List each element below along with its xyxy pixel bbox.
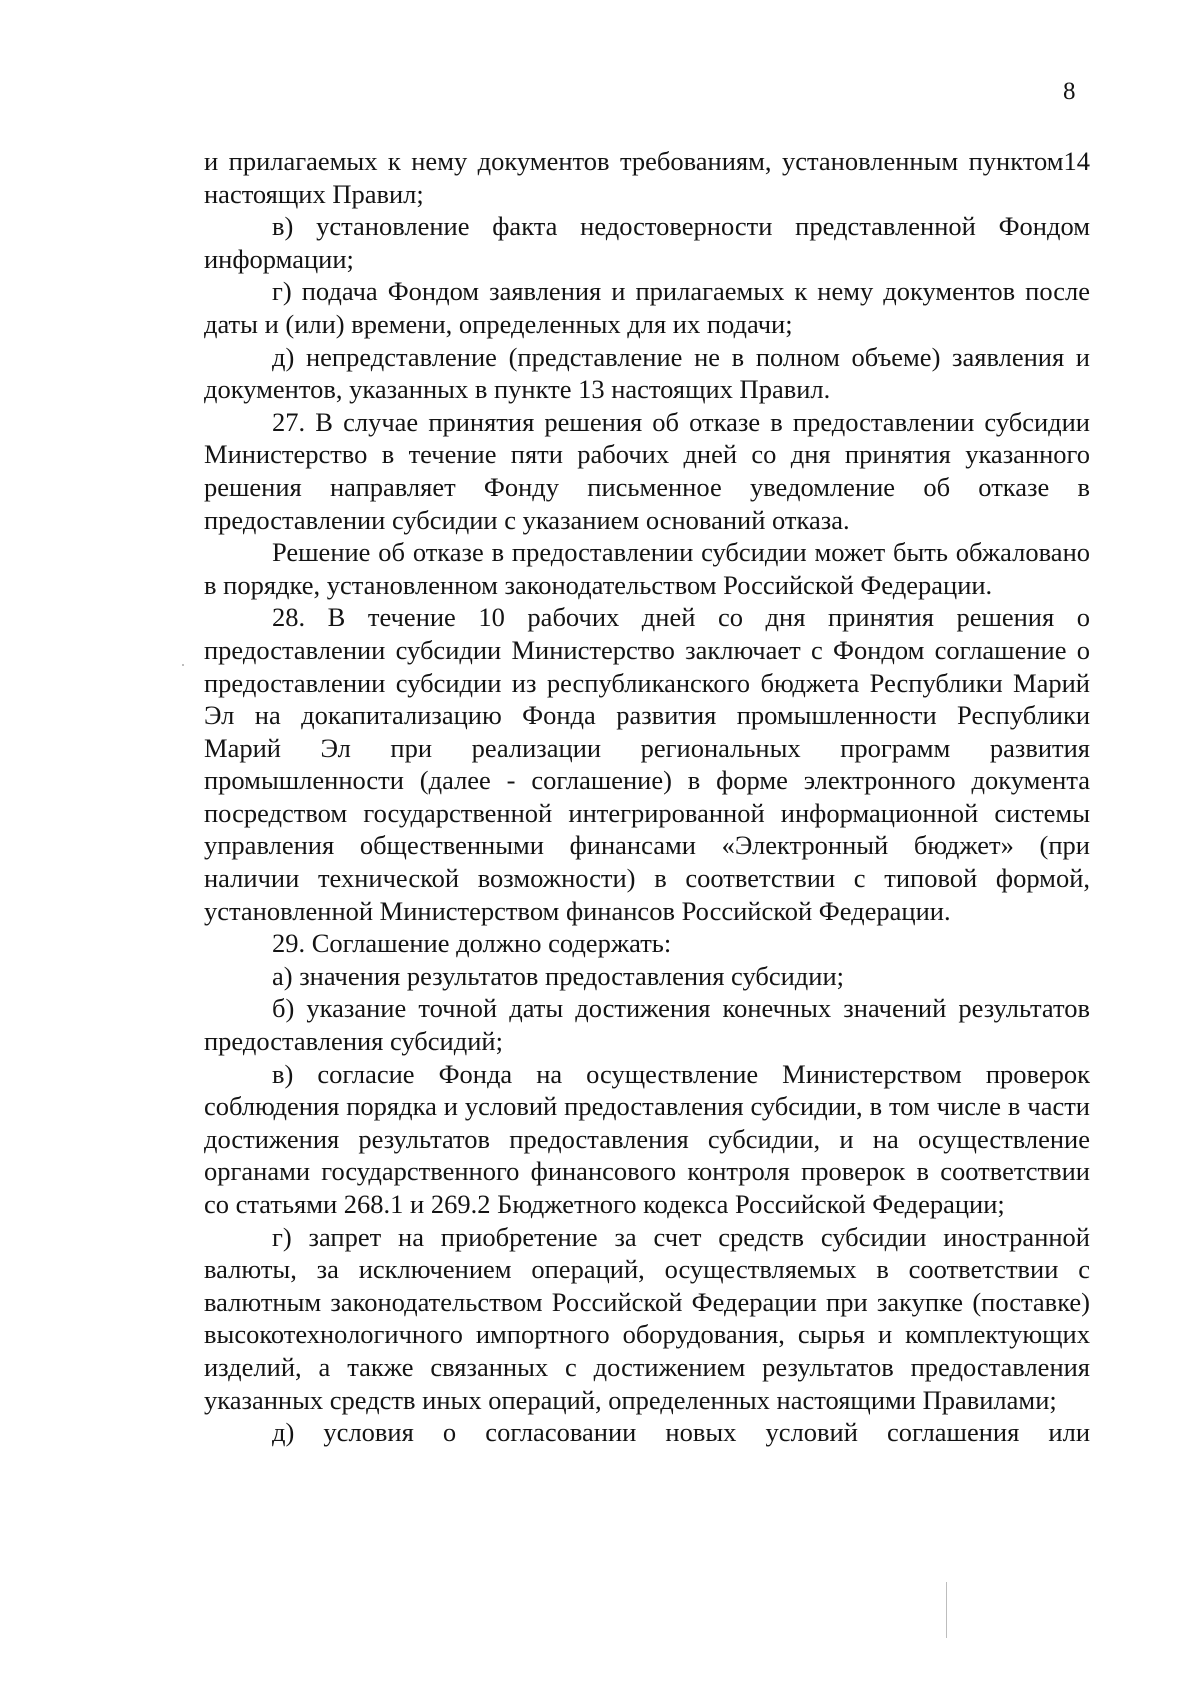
paragraph-p-29-b: б) указание точной даты достижения конечных значений результатов предоставления субсидий; [204,993,1090,1057]
paragraph-p-29-a: а) значения результатов предоставления субсидии; [272,960,845,991]
paragraph-p-29-v: в) согласие Фонда на осуществление Министерством проверок соблюдения порядка и условий предоставления субсидии, в том числе в части достижения результатов предоставления субсидии, и на осуществление органами государственного финансового контроля проверок в соответствии со статьями 268.1 и 269.2 Бюджетного кодекса Российской Федерации; [204,1058,1090,1219]
paragraph-p-26-g: г) подача Фондом заявления и прилагаемых к нему документов после даты и (или) времени, определенных для их подачи; [204,276,1090,339]
paragraph-p-27-appeal: Решение об отказе в предоставлении субсидии может быть обжаловано в порядке, установленном законодательством Российской Федерации. [204,537,1090,600]
page-number: 8 [1063,78,1076,105]
scan-artifact-line [946,1582,947,1638]
paragraph-p-29: 29. Соглашение должно содержать: [272,928,672,959]
paragraph-p-26-d: д) непредставление (представление не в полном объеме) заявления и документов, указанных в пункте 13 настоящих Правил. [204,341,1090,405]
paragraph-p-28: 28. В течение 10 рабочих дней со дня принятия решения о предоставлении субсидии Министерство заключает с Фондом соглашение о предоставлении субсидии из республиканского бюджета Республики Марий Эл на докапитализацию Фонда развития промышленности Республики Марий Эл при реализации региональных программ развития промышленности (далее - соглашение) в форме электронного документа посредством государственной интегрированной информационной системы управления общественными финансами «Электронный бюджет» (при наличии технической возможности) в соответствии с типовой формой, установленной Министерством финансов Российской Федерации. [204,602,1090,926]
paragraph-p-26-v: в) установление факта недостоверности представленной Фондом информации; [204,211,1090,274]
paragraph-p-27: 27. В случае принятия решения об отказе в предоставлении субсидии Министерство в течение пяти рабочих дней со дня принятия указанного решения направляет Фонду письменное уведомление об отказе в предоставлении субсидии с указанием оснований отказа. [204,406,1090,535]
paragraph-p-29-d: д) условия о согласовании новых условий соглашения или [272,1417,1090,1448]
paragraph-p-29-g: г) запрет на приобретение за счет средств субсидии иностранной валюты, за исключением операций, осуществляемых в соответствии с валютным законодательством Российской Федерации при закупке (поставке) высокотехнологичного импортного оборудования, сырья и комплектующих изделий, а также связанных с достижением результатов предоставления указанных средств иных операций, определенных настоящими Правилами; [204,1221,1090,1415]
document-body [204,145,1090,1449]
paragraph-p-continuation: и прилагаемых к нему документов требованиям, установленным пунктом14 настоящих Правил; [204,146,1090,209]
scan-artifact-dot [182,664,184,666]
